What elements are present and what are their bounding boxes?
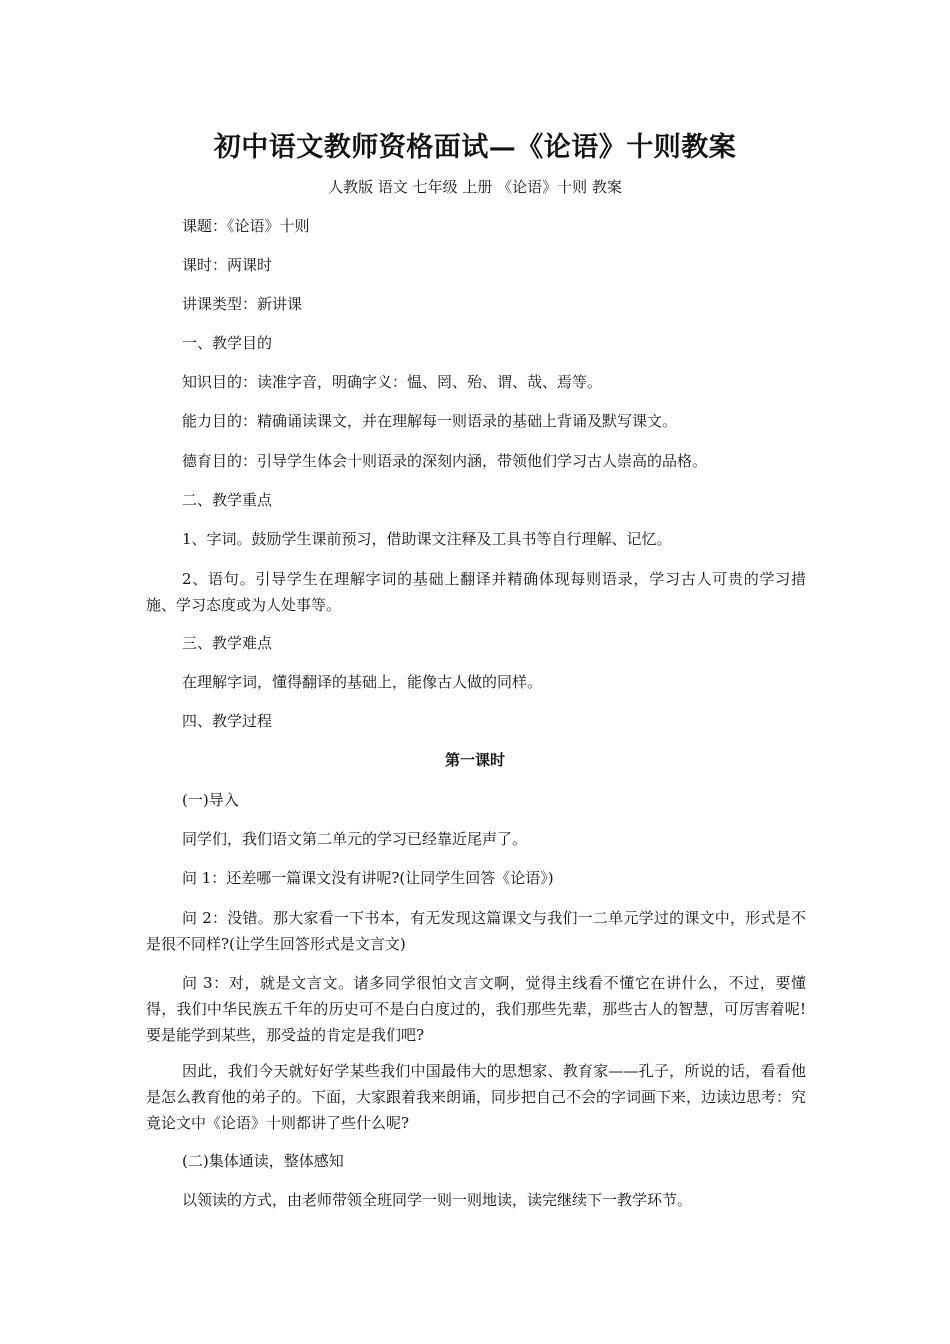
para-reading: 以领读的方式，由老师带领全班同学一则一则地读，读完继续下一教学环节。 xyxy=(182,1191,693,1209)
difficulty-text: 在理解字词，懂得翻译的基础上，能像古人做的同样。 xyxy=(182,673,543,691)
lesson-hours: 课时：两课时 xyxy=(182,256,273,274)
para-intro: 同学们，我们语文第二单元的学习已经靠近尾声了。 xyxy=(182,830,528,848)
goal-moral: 德育目的：引导学生体会十则语录的深刻内涵，带领他们学习古人崇高的品格。 xyxy=(182,452,708,470)
para-therefore: 因此，我们今天就好好学某些我们中国最伟大的思想家、教育家——孔子，所说的话，看看他是怎么教育他的弟子的。下面，大家跟着我来朗诵，同步把自己不会的字词画下来，边读边思考：究竟论文中《论语》十则都讲了些什么呢? xyxy=(146,1062,807,1132)
document-subtitle: 人教版 语文 七年级 上册 《论语》十则 教案 xyxy=(328,178,622,196)
key-point-1: 1、字词。鼓励学生课前预习，借助课文注释及工具书等自行理解、记忆。 xyxy=(182,530,672,548)
lesson-type: 讲课类型：新讲课 xyxy=(182,295,303,313)
document-title: 初中语文教师资格面试—《论语》十则教案 xyxy=(213,132,737,163)
part1-heading: (一)导入 xyxy=(182,791,239,809)
key-point-2: 2、语句。引导学生在理解字词的基础上翻译并精确体现每则语录，学习古人可贵的学习措施、学习态度或为人处事等。 xyxy=(146,570,806,614)
goal-knowledge: 知识目的：读准字音，明确字义：愠、罔、殆、谓、哉、焉等。 xyxy=(182,373,603,391)
section-heading-process: 四、教学过程 xyxy=(182,712,273,730)
goal-ability: 能力目的：精确诵读课文，并在理解每一则语录的基础上背诵及默写课文。 xyxy=(182,412,678,430)
section-heading-difficulty: 三、教学难点 xyxy=(182,634,273,652)
lesson-topic: 课题：《论语》十则 xyxy=(182,217,310,235)
section-heading-key-points: 二、教学重点 xyxy=(182,491,273,509)
part2-heading: (二)集体通读，整体感知 xyxy=(182,1152,344,1170)
question-1: 问 1：还差哪一篇课文没有讲呢?(让同学生回答《论语》) xyxy=(182,869,554,887)
question-3: 问 3：对，就是文言文。诸多同学很怕文言文啊，觉得主线看不懂它在讲什么，不过，要懂得，我们中华民族五千年的历史可不是白白度过的，我们那些先辈，那些古人的智慧，可厉害着呢!要是能学到某些，那受益的肯定是我们吧? xyxy=(146,974,806,1044)
question-2: 问 2：没错。那大家看一下书本，有无发现这篇课文与我们一二单元学过的课文中，形式是不是很不同样?(让学生回答形式是文言文) xyxy=(146,909,806,953)
section-heading-goals: 一、教学目的 xyxy=(182,334,273,352)
lesson1-heading: 第一课时 xyxy=(444,751,505,769)
